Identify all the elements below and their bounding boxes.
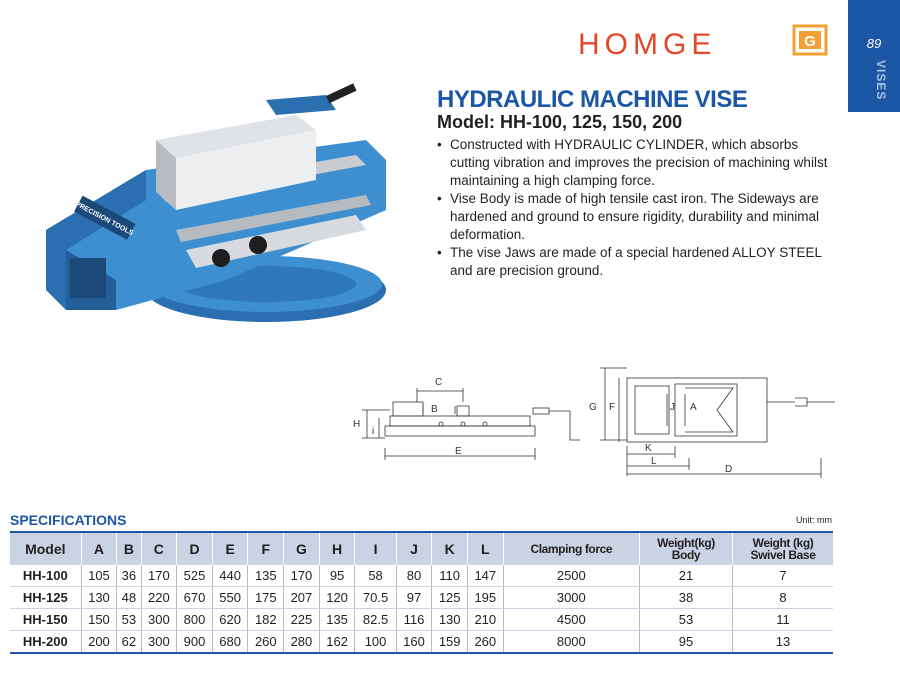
spec-cell: 130 — [81, 587, 117, 609]
spec-cell: 170 — [141, 565, 177, 587]
product-title: HYDRAULIC MACHINE VISE — [437, 86, 748, 113]
col-weight-body: Weight(kg) Body — [640, 532, 733, 565]
feature-item: • Vise Body is made of high tensile cast iron. The Sideways are hardened and ground to ensure rigidity, durability and minimal deformation. — [437, 190, 835, 244]
spec-cell: 550 — [212, 587, 248, 609]
col-c: C — [141, 532, 177, 565]
spec-cell: 2500 — [503, 565, 639, 587]
spec-cell: 440 — [212, 565, 248, 587]
col-g: G — [284, 532, 320, 565]
spec-cell: 82.5 — [355, 609, 396, 631]
spec-cell: 150 — [81, 609, 117, 631]
dim-k: K — [645, 443, 652, 454]
specifications-heading: SPECIFICATIONS — [10, 512, 127, 528]
spec-cell: 195 — [467, 587, 503, 609]
spec-cell: 162 — [319, 631, 355, 654]
spec-cell: 670 — [177, 587, 213, 609]
col-weight-swivel: Weight (kg) Swivel Base — [733, 532, 834, 565]
col-j: J — [396, 532, 432, 565]
feature-item: • The vise Jaws are made of a special hardened ALLOY STEEL and are precision ground. — [437, 244, 835, 280]
page-number: 89 — [866, 36, 882, 51]
spec-cell: 13 — [733, 631, 834, 654]
spec-cell: 225 — [284, 609, 320, 631]
spec-cell: 21 — [640, 565, 733, 587]
col-e: E — [212, 532, 248, 565]
col-f: F — [248, 532, 284, 565]
table-row — [10, 587, 833, 609]
section-tab — [848, 0, 900, 112]
spec-cell: 300 — [141, 609, 177, 631]
feature-list — [437, 136, 835, 280]
spec-cell: 3000 — [503, 587, 639, 609]
feature-item: • Constructed with HYDRAULIC CYLINDER, which absorbs cutting vibration and improves the precision of machining whilst maintaining a high clamping force. — [437, 136, 835, 190]
spec-cell: 182 — [248, 609, 284, 631]
product-photo — [26, 80, 416, 330]
spec-cell: 120 — [319, 587, 355, 609]
spec-cell: 130 — [432, 609, 468, 631]
spec-cell: 8 — [733, 587, 834, 609]
table-row — [10, 609, 833, 631]
spec-cell: 210 — [467, 609, 503, 631]
dim-d: D — [725, 464, 733, 475]
spec-cell: 159 — [432, 631, 468, 654]
logo-letter: G — [804, 33, 816, 50]
dim-f: F — [609, 402, 616, 413]
dim-l: L — [651, 456, 657, 467]
spec-cell: 62 — [117, 631, 141, 654]
spec-cell: 4500 — [503, 609, 639, 631]
spec-cell: 900 — [177, 631, 213, 654]
model-cell: HH-125 — [10, 587, 81, 609]
dim-g: G — [589, 402, 597, 413]
spec-cell: 58 — [355, 565, 396, 587]
col-b: B — [117, 532, 141, 565]
spec-cell: 525 — [177, 565, 213, 587]
spec-cell: 220 — [141, 587, 177, 609]
spec-cell: 95 — [640, 631, 733, 654]
spec-cell: 100 — [355, 631, 396, 654]
spec-cell: 680 — [212, 631, 248, 654]
col-a: A — [81, 532, 117, 565]
spec-cell: 300 — [141, 631, 177, 654]
spec-cell: 280 — [284, 631, 320, 654]
spec-cell: 260 — [467, 631, 503, 654]
spec-cell: 97 — [396, 587, 432, 609]
brand-logo — [578, 20, 834, 64]
spec-cell: 175 — [248, 587, 284, 609]
col-h: H — [319, 532, 355, 565]
spec-cell: 53 — [117, 609, 141, 631]
model-cell: HH-150 — [10, 609, 81, 631]
spec-cell: 95 — [319, 565, 355, 587]
spec-cell: 620 — [212, 609, 248, 631]
model-cell: HH-200 — [10, 631, 81, 654]
spec-cell: 116 — [396, 609, 432, 631]
table-row — [10, 631, 833, 654]
section-label: VISES — [874, 60, 888, 101]
spec-cell: 53 — [640, 609, 733, 631]
dim-j: J — [670, 402, 675, 413]
product-model: Model: HH-100, 125, 150, 200 — [437, 112, 683, 132]
col-i: I — [355, 532, 396, 565]
model-cell: HH-100 — [10, 565, 81, 587]
spec-cell: 48 — [117, 587, 141, 609]
table-header-row — [10, 532, 833, 565]
spec-cell: 36 — [117, 565, 141, 587]
side-view — [362, 388, 580, 460]
dim-e: E — [455, 446, 462, 457]
spec-cell: 200 — [81, 631, 117, 654]
spec-cell: 170 — [284, 565, 320, 587]
spec-cell: 800 — [177, 609, 213, 631]
spec-cell: 135 — [319, 609, 355, 631]
spec-cell: 7 — [733, 565, 834, 587]
col-clamping-force: Clamping force — [503, 532, 639, 565]
dim-b: B — [431, 404, 438, 415]
col-d: D — [177, 532, 213, 565]
spec-cell: 80 — [396, 565, 432, 587]
top-view — [600, 368, 835, 478]
spec-cell: 125 — [432, 587, 468, 609]
photo-label: PRECISION TOOLS — [74, 200, 135, 238]
dim-a: A — [690, 402, 697, 413]
unit-note: Unit: mm — [796, 515, 832, 525]
logo-g-icon — [790, 20, 830, 60]
dim-h: H — [353, 419, 361, 430]
dimension-diagram — [345, 358, 845, 488]
brand-name: HOMGE — [578, 28, 717, 61]
spec-cell: 70.5 — [355, 587, 396, 609]
spec-cell: 38 — [640, 587, 733, 609]
spec-cell: 110 — [432, 565, 468, 587]
dim-c: C — [435, 377, 443, 388]
table-row — [10, 565, 833, 587]
spec-cell: 260 — [248, 631, 284, 654]
dim-i: i — [372, 426, 375, 437]
spec-cell: 11 — [733, 609, 834, 631]
spec-cell: 147 — [467, 565, 503, 587]
specifications-table — [10, 531, 833, 654]
spec-cell: 105 — [81, 565, 117, 587]
spec-cell: 160 — [396, 631, 432, 654]
spec-cell: 135 — [248, 565, 284, 587]
col-k: K — [432, 532, 468, 565]
col-model: Model — [10, 532, 81, 565]
col-l: L — [467, 532, 503, 565]
spec-cell: 8000 — [503, 631, 639, 654]
spec-cell: 207 — [284, 587, 320, 609]
